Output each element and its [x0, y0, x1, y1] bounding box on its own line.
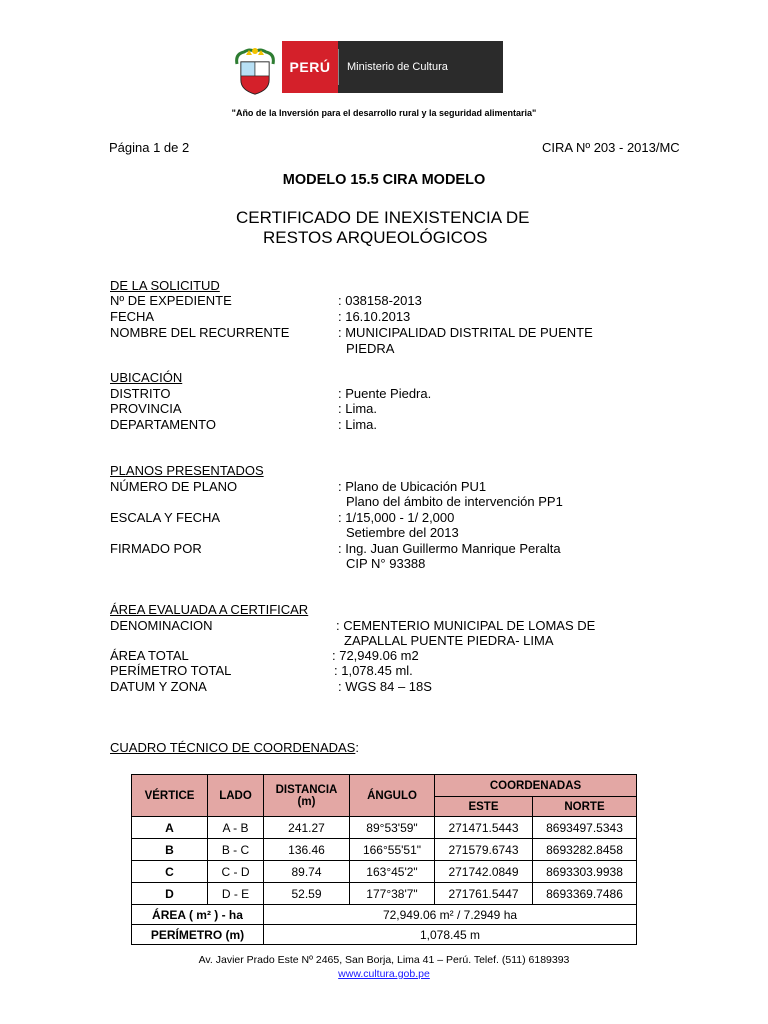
firmado-value-cont: CIP N° 93388 [346, 556, 426, 571]
expediente-value: : 038158-2013 [338, 293, 422, 308]
area-row-value: 72,949.06 m² / 7.2949 ha [264, 905, 637, 925]
cell-este: 271471.5443 [435, 817, 533, 839]
cell-lado: B - C [208, 839, 264, 861]
ubicacion-heading: UBICACIÓN [110, 370, 183, 385]
header-angulo: ÁNGULO [350, 775, 435, 817]
plano-numero-label: NÚMERO DE PLANO [110, 479, 238, 494]
cell-distancia: 89.74 [264, 861, 350, 883]
perimetro-total-value: : 1,078.45 ml. [334, 663, 413, 678]
cell-norte: 8693282.8458 [533, 839, 637, 861]
header-lado: LADO [208, 775, 264, 817]
cell-distancia: 52.59 [264, 883, 350, 905]
cell-angulo: 163°45'2" [350, 861, 435, 883]
cell-este: 271761.5447 [435, 883, 533, 905]
ministry-brand-label [338, 41, 503, 93]
footer-website-wrap [0, 968, 768, 980]
model-title: MODELO 15.5 CIRA MODELO [282, 172, 486, 188]
cell-distancia: 136.46 [264, 839, 350, 861]
area-total-value: : 72,949.06 m2 [332, 648, 419, 663]
cell-este: 271579.6743 [435, 839, 533, 861]
cell-angulo: 166°55'51" [350, 839, 435, 861]
header-coordenadas: COORDENADAS [435, 775, 637, 797]
cell-norte: 8693303.9938 [533, 861, 637, 883]
header-distancia-text: DISTANCIA [275, 783, 338, 796]
cell-vertice: B [132, 839, 208, 861]
plano-numero-value-cont: Plano del ámbito de intervención PP1 [346, 494, 563, 509]
year-motto: "Año de la Inversión para el desarrollo rural y la seguridad alimentaria" [231, 108, 537, 118]
cell-norte: 8693497.5343 [533, 817, 637, 839]
fecha-label: FECHA [110, 309, 155, 324]
denominacion-value-cont: ZAPALLAL PUENTE PIEDRA- LIMA [344, 633, 554, 648]
footer-website-link[interactable]: www.cultura.gob.pe [338, 968, 430, 980]
table-row [132, 861, 637, 883]
cell-lado: D - E [208, 883, 264, 905]
perimetro-row-label: PERÍMETRO (m) [132, 925, 264, 945]
cell-vertice: C [132, 861, 208, 883]
header-norte: NORTE [533, 797, 637, 817]
cell-este: 271742.0849 [435, 861, 533, 883]
cell-vertice: D [132, 883, 208, 905]
planos-heading: PLANOS PRESENTADOS [110, 463, 264, 478]
escala-value: : 1/15,000 - 1/ 2,000 [338, 510, 455, 525]
denominacion-label: DENOMINACION [110, 618, 213, 633]
firmado-value: : Ing. Juan Guillermo Manrique Peralta [338, 541, 561, 556]
header-vertice: VÉRTICE [132, 775, 208, 817]
departamento-value: : Lima. [338, 417, 378, 432]
coordinates-table [131, 774, 637, 945]
cuadro-heading [110, 740, 359, 755]
footer-address: Av. Javier Prado Este Nº 2465, San Borja, Lima 41 – Perú. Telef. (511) 6189393 [198, 954, 570, 966]
area-row [132, 905, 637, 925]
distrito-label: DISTRITO [110, 386, 171, 401]
cell-angulo: 89°53'59" [350, 817, 435, 839]
perimetro-row [132, 925, 637, 945]
table-row [132, 839, 637, 861]
recurrente-label: NOMBRE DEL RECURRENTE [110, 325, 290, 340]
area-total-label: ÁREA TOTAL [110, 648, 189, 663]
departamento-label: DEPARTAMENTO [110, 417, 216, 432]
header-distancia [264, 775, 350, 817]
perimetro-row-value: 1,078.45 m [264, 925, 637, 945]
cuadro-heading-text: CUADRO TÉCNICO DE COORDENADAS [110, 740, 356, 755]
expediente-label: Nº DE EXPEDIENTE [110, 293, 232, 308]
solicitud-heading: DE LA SOLICITUD [110, 278, 220, 293]
doc-title-line1: CERTIFICADO DE INEXISTENCIA DE [236, 208, 530, 227]
distrito-value: : Puente Piedra. [338, 386, 432, 401]
escala-label: ESCALA Y FECHA [110, 510, 221, 525]
doc-title-line2: RESTOS ARQUEOLÓGICOS [263, 228, 488, 247]
page-number: Página 1 de 2 [109, 140, 190, 155]
recurrente-value: : MUNICIPALIDAD DISTRITAL DE PUENTE [338, 325, 593, 340]
cell-angulo: 177°38'7" [350, 883, 435, 905]
cell-vertice: A [132, 817, 208, 839]
cell-distancia: 241.27 [264, 817, 350, 839]
coat-of-arms-icon [232, 46, 278, 96]
brand-divider [338, 49, 339, 85]
provincia-label: PROVINCIA [110, 401, 182, 416]
ministry-name: Ministerio de Cultura [347, 61, 448, 73]
cell-norte: 8693369.7486 [533, 883, 637, 905]
cell-lado: A - B [208, 817, 264, 839]
datum-value: : WGS 84 – 18S [338, 679, 432, 694]
area-row-label: ÁREA ( m² ) - ha [132, 905, 264, 925]
area-heading: ÁREA EVALUADA A CERTIFICAR [110, 602, 309, 617]
denominacion-value: : CEMENTERIO MUNICIPAL DE LOMAS DE [336, 618, 596, 633]
cell-lado: C - D [208, 861, 264, 883]
datum-label: DATUM Y ZONA [110, 679, 207, 694]
firmado-label: FIRMADO POR [110, 541, 202, 556]
provincia-value: : Lima. [338, 401, 378, 416]
plano-numero-value: : Plano de Ubicación PU1 [338, 479, 487, 494]
peru-brand-label: PERÚ [282, 41, 338, 93]
recurrente-value-cont: PIEDRA [346, 341, 395, 356]
cuadro-heading-colon: : [355, 740, 359, 755]
fecha-value: : 16.10.2013 [338, 309, 411, 324]
table-row [132, 883, 637, 905]
header-este: ESTE [435, 797, 533, 817]
header-distancia-unit: (m) [297, 795, 316, 808]
cira-number: CIRA Nº 203 - 2013/MC [542, 140, 680, 155]
escala-value-cont: Setiembre del 2013 [346, 525, 459, 540]
perimetro-total-label: PERÍMETRO TOTAL [110, 663, 232, 678]
table-row [132, 817, 637, 839]
